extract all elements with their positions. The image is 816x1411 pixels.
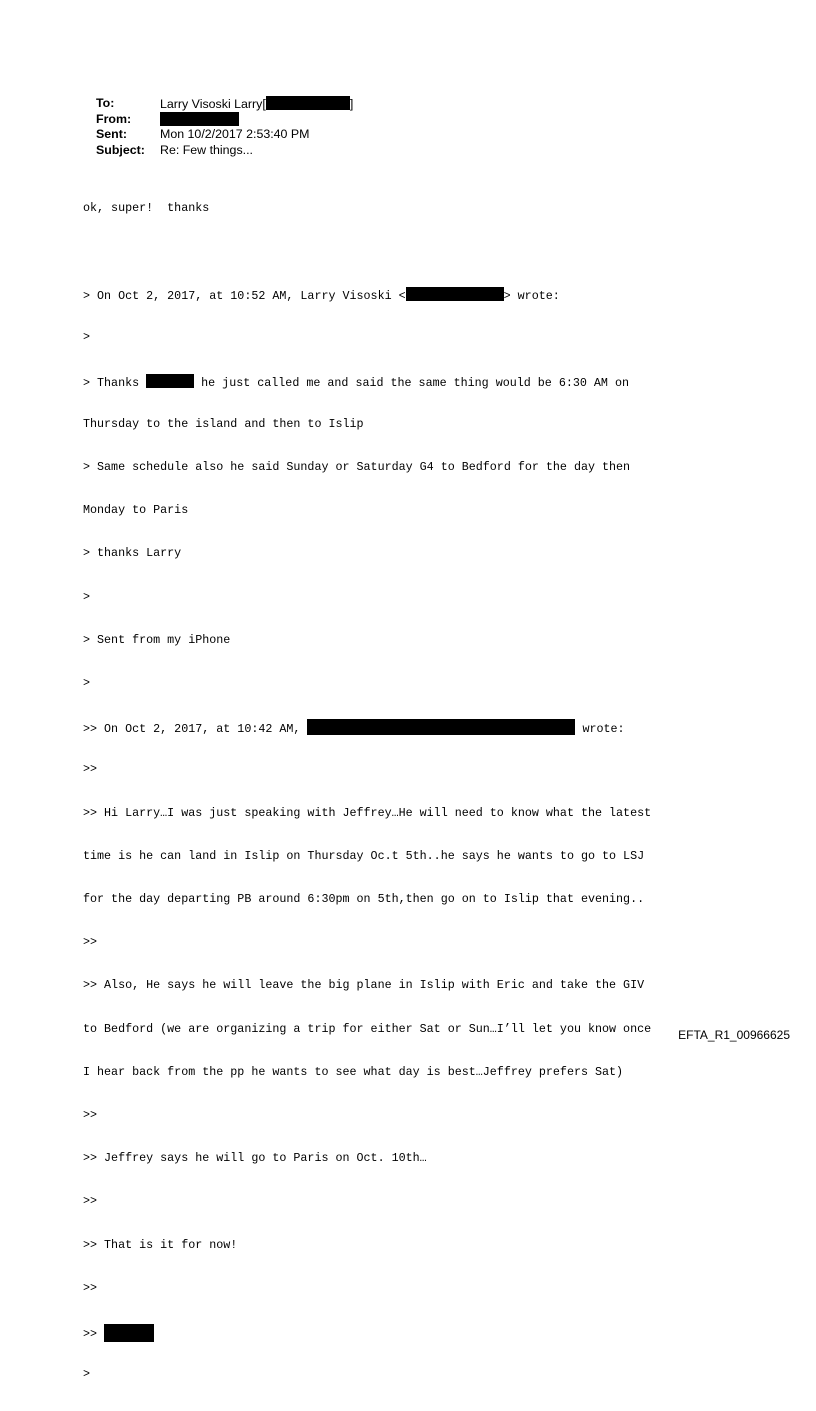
body-line: Thursday to the island and then to Islip [83,416,364,431]
body-line: >> On Oct 2, 2017, at 10:42 AM, wrote: [83,719,651,733]
body-line: > [83,589,91,604]
body-line: I hear back from the pp he wants to see what day is best…Jeffrey prefers Sat) [83,1064,624,1079]
body-line: > Sent from my iPhone [83,632,231,647]
from-row [96,112,353,128]
from-value [160,112,239,128]
body-line: >> [83,762,98,777]
body-line: > [83,676,91,691]
body-line: ok, super! thanks [83,200,210,215]
body-line: > Thanks he just called me and said the same thing would be 6:30 AM on [83,375,629,390]
body-line: Monday to Paris [83,503,189,518]
body-line: > thanks Larry [83,546,182,561]
body-line: >> [83,935,98,950]
sent-value: Mon 10/2/2017 2:53:40 PM [160,127,310,141]
body-line: time is he can land in Islip on Thursday Oc.t 5th..he says he wants to go to LSJ [83,848,645,863]
redaction-box [160,112,239,126]
sent-row [96,127,353,143]
subject-row [96,143,353,159]
blank-line [83,244,651,258]
redaction-box [307,719,575,735]
subject-value: Re: Few things... [160,142,253,157]
email-body [83,172,651,1411]
to-value: Larry Visoski Larry[ ] [160,97,354,111]
body-line: >> [83,1280,98,1295]
body-line: for the day departing PB around 6:30pm on 5th,then go on to Islip that evening.. [83,892,645,907]
subject-label: Subject: [96,142,145,157]
redaction-box [266,96,350,110]
body-line: >> That is it for now! [83,1237,238,1252]
redaction-box [104,1324,154,1342]
document-id: EFTA_R1_00966625 [678,1028,790,1042]
redaction-box [406,287,504,301]
body-line: >> Jeffrey says he will go to Paris on Oct. 10th… [83,1151,427,1166]
body-line: > On Oct 2, 2017, at 10:52 AM, Larry Visoski < > wrote: [83,289,560,304]
body-line: > [83,330,91,345]
from-label: From: [96,111,132,126]
body-line: > Same schedule also he said Sunday or Saturday G4 to Bedford for the day then [83,460,631,475]
redaction-box [146,374,194,388]
body-line: >> [83,1194,98,1209]
sent-label: Sent: [96,127,127,141]
body-line: >> Hi Larry…I was just speaking with Jeffrey…He will need to know what the latest [83,805,652,820]
to-row [96,96,353,112]
to-label: To: [96,96,115,110]
body-line: >> Also, He says he will leave the big plane in Islip with Eric and take the GIV [83,978,645,993]
body-line: > [83,1367,91,1382]
body-line: to Bedford (we are organizing a trip for either Sat or Sun…I’ll let you know once [83,1021,652,1036]
body-line: >> [83,1108,98,1123]
body-line: >> [83,1324,651,1338]
email-header [96,96,353,158]
